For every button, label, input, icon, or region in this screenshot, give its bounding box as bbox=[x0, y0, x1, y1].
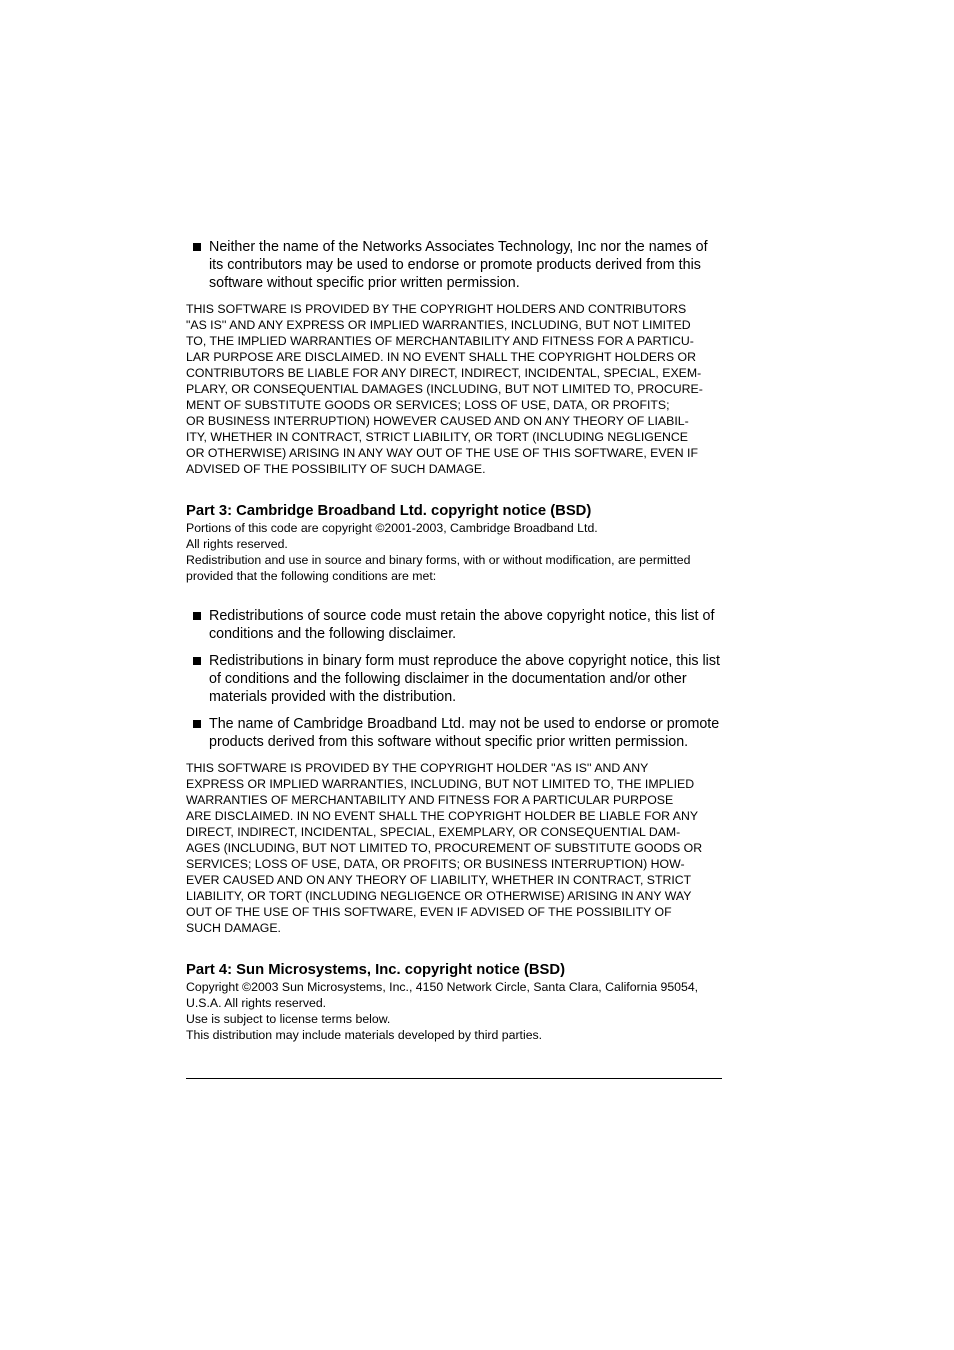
bullet-square-icon bbox=[193, 243, 201, 251]
part3-bullet-source bbox=[186, 607, 722, 643]
bullet-text: Neither the name of the Networks Associates Technology, Inc nor the names of its contributors may be used to endorse or promote products derived from this software without specific prior written permission. bbox=[209, 239, 708, 291]
part2-disclaimer: THIS SOFTWARE IS PROVIDED BY THE COPYRIGHT HOLDERS AND CONTRIBUTORS "AS IS'' AND ANY EXPRESS OR IMPLIED WARRANTIES, INCLUDING, BUT NOT LIMITED TO, THE IMPLIED WARRANTIES OF MERCHANTABILITY AND FITNESS FOR A PARTICU- LAR PURPOSE ARE DISCLAIMED. IN NO EVENT SHALL THE COPYRIGHT HOLDERS OR CONTRIBUTORS BE LIABLE FOR ANY DIRECT, INDIRECT, INCIDENTAL, SPECIAL, EXEM- PLARY, OR CONSEQUENTIAL DAMAGES (INCLUDING, BUT NOT LIMITED TO, PROCURE- MENT OF SUBSTITUTE GOODS OR SERVICES; LOSS OF USE, DATA, OR PROFITS; OR BUSINESS INTERRUPTION) HOWEVER CAUSED AND ON ANY THEORY OF LIABIL- ITY, WHETHER IN CONTRACT, STRICT LIABILITY, OR TORT (INCLUDING NEGLIGENCE OR OTHERWISE) ARISING IN ANY WAY OUT OF THE USE OF THIS SOFTWARE, EVEN IF ADVISED OF THE POSSIBILITY OF SUCH DAMAGE. bbox=[186, 302, 703, 476]
bullet-text: Redistributions of source code must retain the above copyright notice, this list of conditions and the following disclaimer. bbox=[209, 608, 715, 642]
part4-body: Copyright ©2003 Sun Microsystems, Inc., 4150 Network Circle, Santa Clara, California 95054, U.S.A. All rights reserved. Use is subject to license terms below. This distribution may include materials developed by third parties. bbox=[186, 980, 699, 1042]
bullet-square-icon bbox=[193, 612, 201, 620]
document-page bbox=[186, 238, 722, 1043]
bullet-text: The name of Cambridge Broadband Ltd. may not be used to endorse or promote products derived from this software without specific prior written permission. bbox=[209, 716, 720, 750]
part3-heading: Part 3: Cambridge Broadband Ltd. copyright notice (BSD) bbox=[186, 503, 592, 519]
part3-bullet-binary bbox=[186, 652, 722, 706]
part3-bullet-endorse bbox=[186, 715, 722, 751]
part3-intro: Portions of this code are copyright ©2001-2003, Cambridge Broadband Ltd. All rights reserved. Redistribution and use in source and binary forms, with or without modification, are permitted provided that the following conditions are met: bbox=[186, 521, 691, 583]
bullet-square-icon bbox=[193, 720, 201, 728]
footer-rule bbox=[186, 1078, 722, 1079]
part2-bullet-endorse bbox=[186, 238, 722, 292]
bullet-square-icon bbox=[193, 657, 201, 665]
bullet-text: Redistributions in binary form must reproduce the above copyright notice, this list of conditions and the following disclaimer in the documentation and/or other materials provided with the distribution. bbox=[209, 653, 720, 705]
part3-conditions-list bbox=[186, 607, 722, 751]
part4-heading: Part 4: Sun Microsystems, Inc. copyright notice (BSD) bbox=[186, 962, 566, 978]
part3-disclaimer: THIS SOFTWARE IS PROVIDED BY THE COPYRIGHT HOLDER "AS IS'' AND ANY EXPRESS OR IMPLIED WARRANTIES, INCLUDING, BUT NOT LIMITED TO, THE IMPLIED WARRANTIES OF MERCHANTABILITY AND FITNESS FOR A PARTICULAR PURPOSE ARE DISCLAIMED. IN NO EVENT SHALL THE COPYRIGHT HOLDER BE LIABLE FOR ANY DIRECT, INDIRECT, INCIDENTAL, SPECIAL, EXEMPLARY, OR CONSEQUENTIAL DAM- AGES (INCLUDING, BUT NOT LIMITED TO, PROCUREMENT OF SUBSTITUTE GOODS OR SERVICES; LOSS OF USE, DATA, OR PROFITS; OR BUSINESS INTERRUPTION) HOW- EVER CAUSED AND ON ANY THEORY OF LIABILITY, WHETHER IN CONTRACT, STRICT LIABILITY, OR TORT (INCLUDING NEGLIGENCE OR OTHERWISE) ARISING IN ANY WAY OUT OF THE USE OF THIS SOFTWARE, EVEN IF ADVISED OF THE POSSIBILITY OF SUCH DAMAGE. bbox=[186, 761, 703, 935]
